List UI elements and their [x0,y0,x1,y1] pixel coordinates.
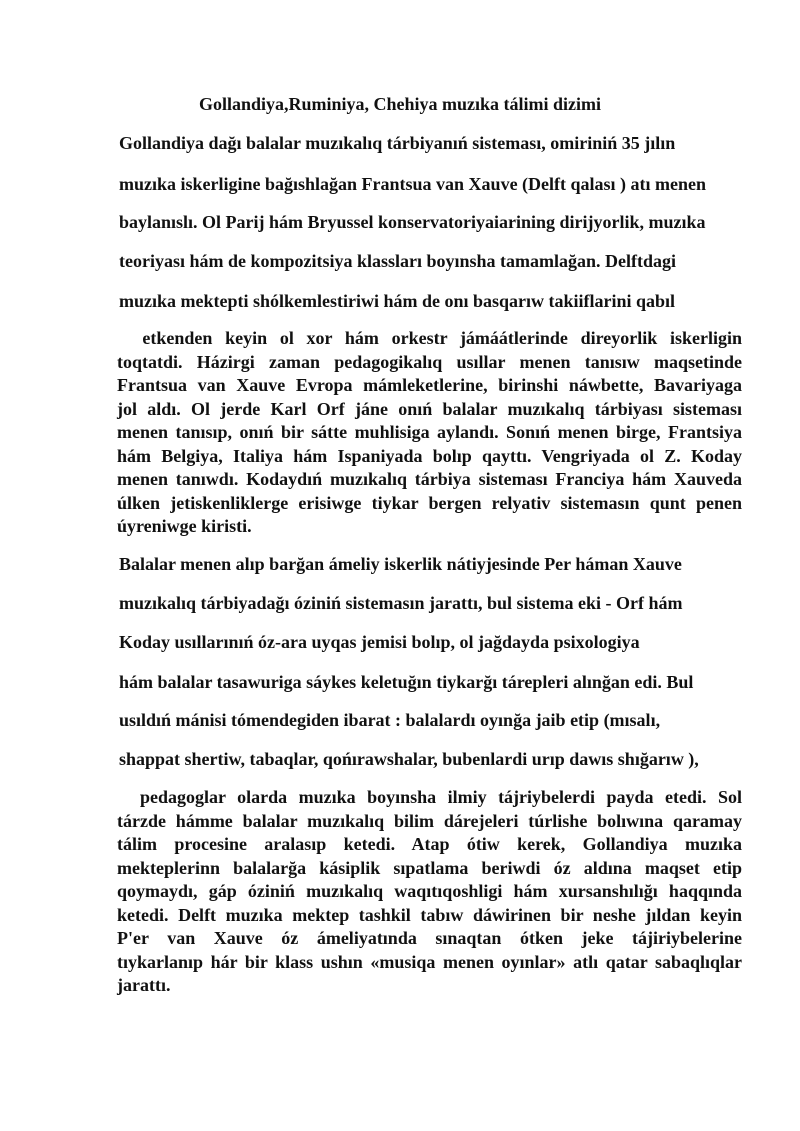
page-title: Gollandiya,Ruminiya, Chehiya muzıka tálimi dizimi [198,94,602,114]
paragraph-3-line: shappat shertiw, tabaqlar, qońırawshalar, bubenlardi urıp dawıs shığarıw ), [119,749,699,769]
paragraph-1-line: muzıka iskerligine bağıshlağan Frantsua van Xauve (Delft qalası ) atı menen [119,174,707,194]
paragraph-1-line: baylanıslı. Ol Parij hám Bryussel konservatoriyaiarining dirijyorlik, muzıka [119,212,706,232]
paragraph-3-line: Balalar menen alıp barğan ámeliy iskerlik nátiyjesinde Per háman Xauve [119,554,682,574]
paragraph-4-line: jarattı. [117,975,171,995]
paragraph-1-line: Gollandiya dağı balalar muzıkalıq tárbiyanıń sisteması, omiriniń 35 jılın [119,133,676,153]
paragraph-2-line: hám Belgiya, Italiya hám Ispaniyada bolıp qayttı. Vengriyada ol Z. Koday [117,445,742,466]
paragraph-2-line: toqtatdi. Házirgi zaman pedagogikalıq usıllar menen tanısıw maqsetinde [117,351,742,372]
paragraph-2-line: jol aldı. Ol jerde Karl Orf jáne onıń balalar muzıkalıq tárbiyası sisteması [117,398,742,419]
paragraph-2 [117,327,742,539]
paragraph-1-line: muzıka mektepti shólkemlestiriwi hám de onı basqarıw takiiflarini qabıl [119,291,676,311]
paragraph-4-line: qoymaydı, gáp óziniń muzıkalıq waqıtıqoshligi hám xursanshılığı haqqında [117,881,742,901]
paragraph-4-line: P'er van Xauve óz ámeliyatında sınaqtan ótken jeke tájiriybelerine [117,928,742,948]
paragraph-4-line: mekteplerinn balalarğa kásiplik sıpatlama beriwdi óz aldına maqset etip [117,857,742,878]
paragraph-4-line: tárzde hámme balalar muzıkalıq bilim dárejeleri túrlishe bolıwına qaramay [117,810,742,831]
paragraph-4-line: tálim procesine aralasıp ketedi. Atap ótiw kerek, Gollandiya muzıka [117,834,742,854]
paragraph-2-line: menen tanıwdı. Kodaydıń muzıkalıq tárbiya sisteması Franciya hám Xauveda [117,469,742,489]
paragraph-2-line: menen tanısıp, onıń bir sátte muhlisiga aylandı. Sonıń menen birge, Frantsiya [117,422,742,442]
paragraph-3-line: usıldıń mánisi tómendegiden ibarat : balalardı oyınğa jaib etip (mısalı, [119,710,661,730]
paragraph-2-line: úlken jetiskenliklerge erisiwge tiykar bergen relyativ sistemasın qunt penen [117,492,742,513]
paragraph-3-line: hám balalar tasawuriga sáykes keletuğın tiykarğı tárepleri alınğan edi. Bul [119,672,694,692]
paragraph-2-line: Frantsua van Xauve Evropa mámleketlerine, birinshi náwbette, Bavariyaga [117,375,742,395]
paragraph-4-line: tıykarlanıp hár bir klass ushın «musiqa menen oyınlar» atlı qatar sabaqlıqlar [117,951,742,972]
paragraph-2-line: úyreniwge kiristi. [117,516,252,536]
paragraph-4-line: ketedi. Delft muzıka mektep tashkil tabıw dáwirinen bir neshe jıldan keyin [117,904,742,925]
paragraph-3-line: Koday usıllarınıń óz-ara uyqas jemisi bolıp, ol jağdayda psixologiya [119,632,640,652]
paragraph-3-line: muzıkalıq tárbiyadağı óziniń sistemasın jarattı, bul sistema eki - Orf hám [119,593,683,613]
paragraph-4-line: pedagoglar olarda muzıka boyınsha ilmiy tájriybelerdi payda etedi. Sol [117,787,742,807]
paragraph-2-line: etkenden keyin ol xor hám orkestr jámáátlerinde direyorlik iskerligin [117,328,742,348]
paragraph-1-line: teoriyası hám de kompozitsiya klassları boyınsha tamamlağan. Delftdagi [119,251,677,271]
paragraph-4 [117,786,742,998]
